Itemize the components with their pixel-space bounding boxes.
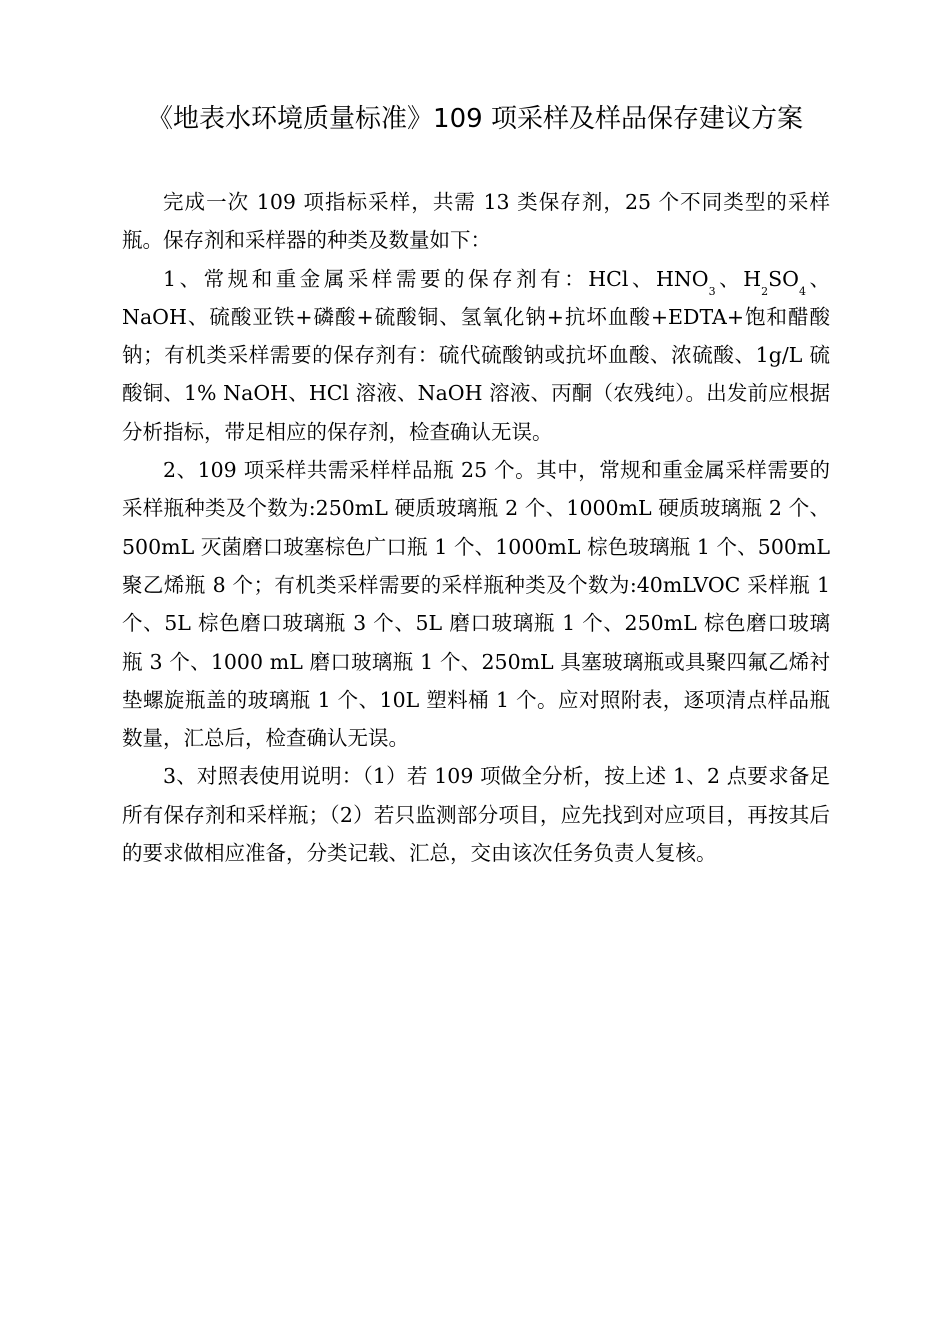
paragraph-preservatives-sep: 、H [715, 266, 762, 291]
document-body [122, 183, 830, 872]
h2so4-subscript-2: 2 [761, 284, 769, 298]
paragraph-preservatives-so: SO [768, 266, 799, 291]
paragraph-preservatives-start: 1、常规和重金属采样需要的保存剂有：HCl、HNO [163, 266, 709, 291]
paragraph-instructions: 3、对照表使用说明：（1）若 109 项做全分析，按上述 1、2 点要求备足所有保存剂和采样瓶；（2）若只监测部分项目，应先找到对应项目，再按其后的要求做相应准备，分类记载、汇总，交由该次任务负责人复核。 [122, 764, 830, 866]
paragraph-preservatives-rest: 、NaOH、硫酸亚铁+磷酸+硫酸铜、氢氧化钠+抗坏血酸+EDTA+饱和醋酸钠；有机类采样需要的保存剂有：硫代硫酸钠或抗坏血酸、浓硫酸、1g/L 硫酸铜、1% NaOH、HCl 溶液、NaOH 溶液、丙酮（农残纯）。出发前应根据分析指标，带足相应的保存剂，检查确认无误。 [122, 266, 830, 444]
hno3-subscript: 3 [708, 284, 716, 298]
document-title: 《地表水环境质量标准》109 项采样及样品保存建议方案 [147, 104, 803, 134]
paragraph-intro: 完成一次 109 项指标采样，共需 13 类保存剂，25 个不同类型的采样瓶。保存剂和采样器的种类及数量如下： [122, 190, 830, 253]
paragraph-bottles: 2、109 项采样共需采样样品瓶 25 个。其中，常规和重金属采样需要的采样瓶种类及个数为:250mL 硬质玻璃瓶 2 个、1000mL 硬质玻璃瓶 2 个、500mL 灭菌磨口玻塞棕色广口瓶 1 个、1000mL 棕色玻璃瓶 1 个、500mL 聚乙烯瓶 8 个；有机类采样需要的采样瓶种类及个数为:40mLVOC 采样瓶 1 个、5L 棕色磨口玻璃瓶 3 个、5L 磨口玻璃瓶 1 个、250mL 棕色磨口玻璃瓶 3 个、1000 mL 磨口玻璃瓶 1 个、250mL 具塞玻璃瓶或具聚四氟乙烯衬垫螺旋瓶盖的玻璃瓶 1 个、10L 塑料桶 1 个。应对照附表，逐项清点样品瓶数量，汇总后，检查确认无误。 [122, 458, 830, 751]
h2so4-subscript-4: 4 [798, 284, 806, 298]
paragraph-preservatives [122, 260, 830, 451]
